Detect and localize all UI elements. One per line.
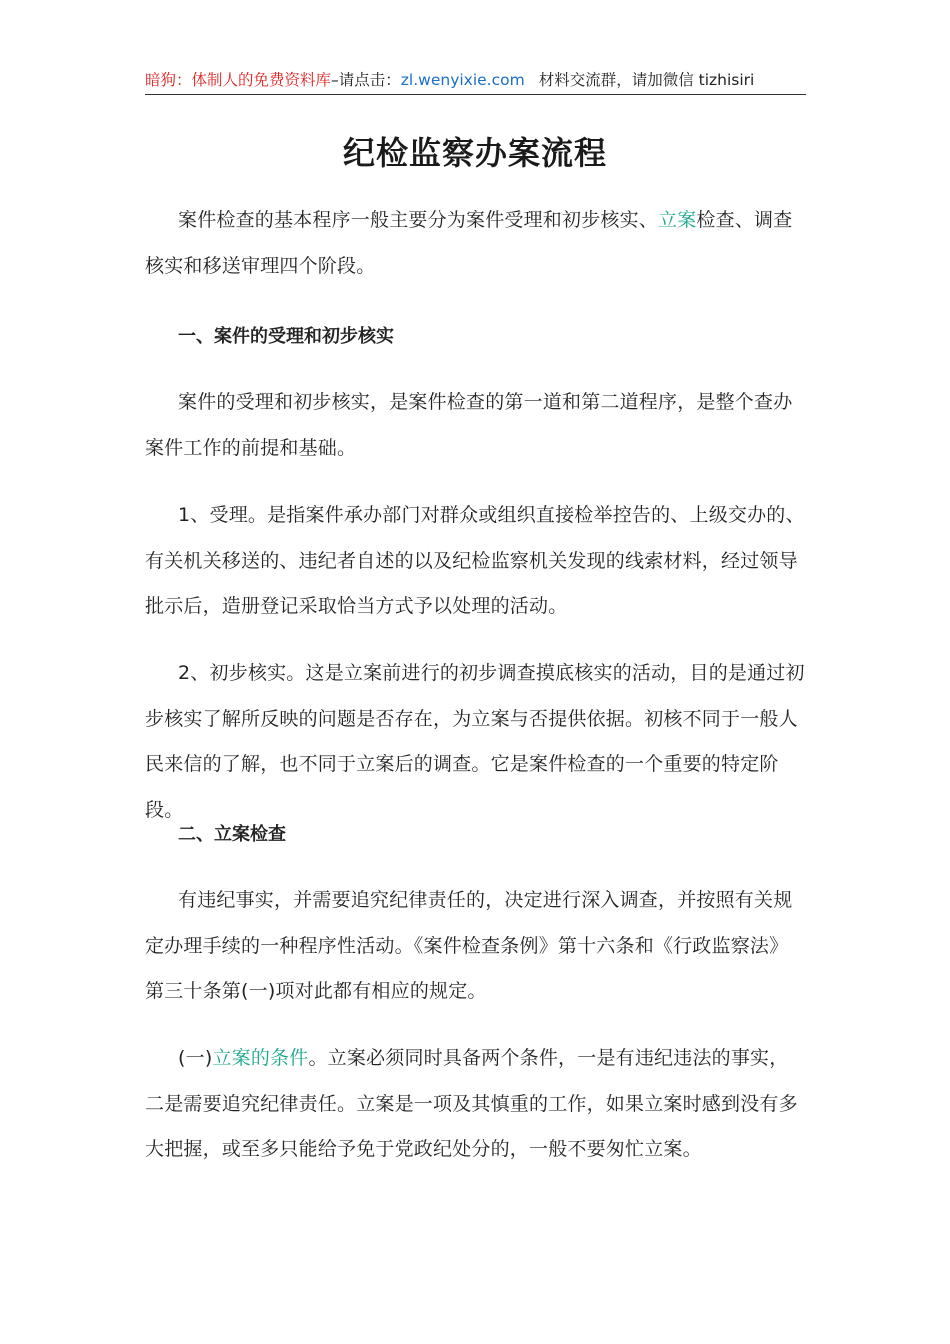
intro-text-a: 案件检查的基本程序一般主要分为案件受理和初步核实、 (178, 209, 659, 231)
paragraph-acceptance: 1、受理。是指案件承办部门对群众或组织直接检举控告的、上级交办的、有关机关移送的、违纪者自述的以及纪检监察机关发现的线索材料，经过领导批示后，造册登记采取恰当方式予以处理的活动。 (145, 504, 805, 617)
conditions-prefix: (一) (178, 1047, 213, 1069)
intro-paragraph (145, 198, 807, 289)
paragraph-acceptance-overview: 案件的受理和初步核实，是案件检查的第一道和第二道程序，是整个查办案件工作的前提和基础。 (145, 391, 793, 459)
paragraph-filing-conditions (145, 1036, 807, 1173)
section-heading-1: 一、案件的受理和初步核实 (178, 326, 394, 347)
site-link[interactable]: zl.wenyixie.com (400, 71, 525, 89)
click-prefix: –请点击： (331, 71, 401, 89)
conditions-text: 。立案必须同时具备两个条件，一是有违纪违法的事实，二是需要追究纪律责任。立案是一项及其慎重的工作，如果立案时感到没有多大把握，或至多只能给予免于党政纪处分的，一般不要匆忙立案。 (145, 1047, 798, 1160)
page-header (145, 68, 806, 95)
paragraph-preliminary-verification: 2、初步核实。这是立案前进行的初步调查摸底核实的活动，目的是通过初步核实了解所反映的问题是否存在，为立案与否提供依据。初核不同于一般人民来信的了解，也不同于立案后的调查。它是案件检查的一个重要的特定阶段。 (145, 662, 805, 821)
filing-conditions-link[interactable]: 立案的条件 (212, 1047, 309, 1069)
intro-text-b: 检查、调查核实和移送审理四个阶段。 (145, 209, 793, 277)
paragraph-case-filing: 有违纪事实，并需要追究纪律责任的，决定进行深入调查，并按照有关规定办理手续的一种程序性活动。《案件检查条例》第十六条和《行政监察法》第三十条第(一)项对此都有相应的规定。 (145, 889, 793, 1002)
lian-link[interactable]: 立案 (658, 209, 697, 231)
section-heading-2: 二、立案检查 (178, 824, 286, 845)
wechat-note: 材料交流群，请加微信 tizhisiri (538, 71, 755, 89)
promo-text: 暗狗：体制人的免费资料库 (145, 71, 332, 89)
document-title: 纪检监察办案流程 (342, 134, 607, 172)
